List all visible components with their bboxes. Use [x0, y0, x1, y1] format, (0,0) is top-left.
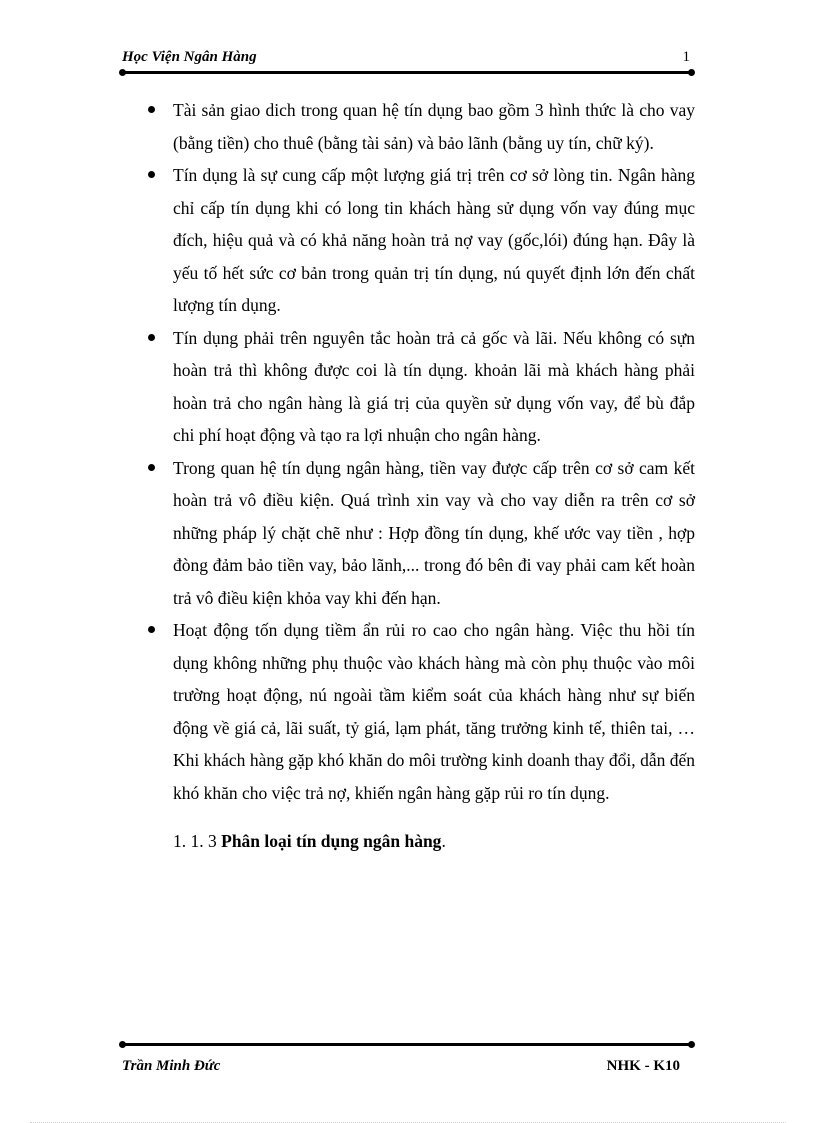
list-item-text: Tài sản giao dich trong quan hệ tín dụng bao gồm 3 hình thức là cho vay (bằng tiền) cho thuê (bằng tài sản) và bảo lãnh (bằng uy tín, chữ ký). — [173, 100, 695, 153]
section-heading — [140, 826, 695, 856]
section-number: 1. 1. 3 — [173, 831, 217, 851]
section-title-end: . — [441, 831, 446, 851]
bullet-list — [140, 94, 695, 809]
section-title: Phân loại tín dụng ngân hàng — [221, 831, 442, 851]
divider-right-dot — [688, 1041, 695, 1048]
divider-left-dot — [119, 69, 126, 76]
footer-author: Trần Minh Đức — [122, 1058, 221, 1074]
list-item-text: Trong quan hệ tín dụng ngân hàng, tiền vay được cấp trên cơ sở cam kết hoàn trả vô điều kiện. Quá trình xin vay và cho vay diễn ra trên cơ sở những pháp lý chặt chẽ như : Hợp đồng tín dụng, khế ước vay tiền , hợp đòng đảm bảo tiền vay, bảo lãnh,... trong đó bên đi vay phải cam kết hoàn trả vô điều kiện khỏa vay khi đến hạn. — [173, 457, 695, 608]
divider-right-dot — [688, 69, 695, 76]
list-item-text: Tín dụng là sự cung cấp một lượng giá trị trên cơ sở lòng tin. Ngân hàng chỉ cấp tín dụng khi có long tin khách hàng sử dụng vốn vay đúng mục đích, hiệu quả và có khả năng hoàn trả nợ vay (gốc,lói) đúng hạn. Đây là yếu tố hết sức cơ bản trong quản trị tín dụng, nú quyết định lớn đến chất lượng tín dụng. — [173, 165, 695, 315]
bullet-icon — [148, 626, 155, 633]
list-item-text: Hoạt động tốn dụng tiềm ẩn rủi ro cao cho ngân hàng. Việc thu hồi tín dụng không những phụ thuộc vào khách hàng mà còn phụ thuộc vào môi trường hoạt động, nú ngoài tầm kiểm soát của khách hàng như sự biến động về giá cả, lãi suất, tỷ giá, lạm phát, tăng trưởng kinh tế, thiên tai, …Khi khách hàng gặp khó khăn do môi trường kinh doanh thay đổi, dẫn đến khó khăn cho việc trả nợ, khiến ngân hàng gặp rủi ro tín dụng. — [173, 620, 695, 803]
bullet-icon — [148, 334, 155, 341]
footer-divider — [122, 1043, 692, 1046]
document-body — [140, 94, 695, 856]
list-item — [140, 94, 695, 159]
list-item — [140, 159, 695, 322]
list-item-text: Tín dụng phải trên nguyên tắc hoàn trả cả gốc và lãi. Nếu không có sựn hoàn trả thì không được coi là tín dụng. khoản lãi mà khách hàng phải hoàn trả cho ngân hàng là giá trị của quyền sử dụng vốn vay, để bù đắp chi phí hoạt động và tạo ra lợi nhuận cho ngân hàng. — [173, 327, 695, 445]
list-item — [140, 614, 695, 809]
page-footer — [122, 1058, 694, 1078]
header-divider — [122, 71, 692, 74]
footer-code: NHK - K10 — [606, 1058, 680, 1074]
bullet-icon — [148, 464, 155, 471]
page-header — [122, 47, 694, 67]
page-number: 1 — [682, 49, 690, 65]
bullet-icon — [148, 171, 155, 178]
header-title: Học Viện Ngân Hàng — [122, 49, 257, 65]
list-item — [140, 322, 695, 452]
list-item — [140, 452, 695, 615]
bullet-icon — [148, 106, 155, 113]
divider-left-dot — [119, 1041, 126, 1048]
